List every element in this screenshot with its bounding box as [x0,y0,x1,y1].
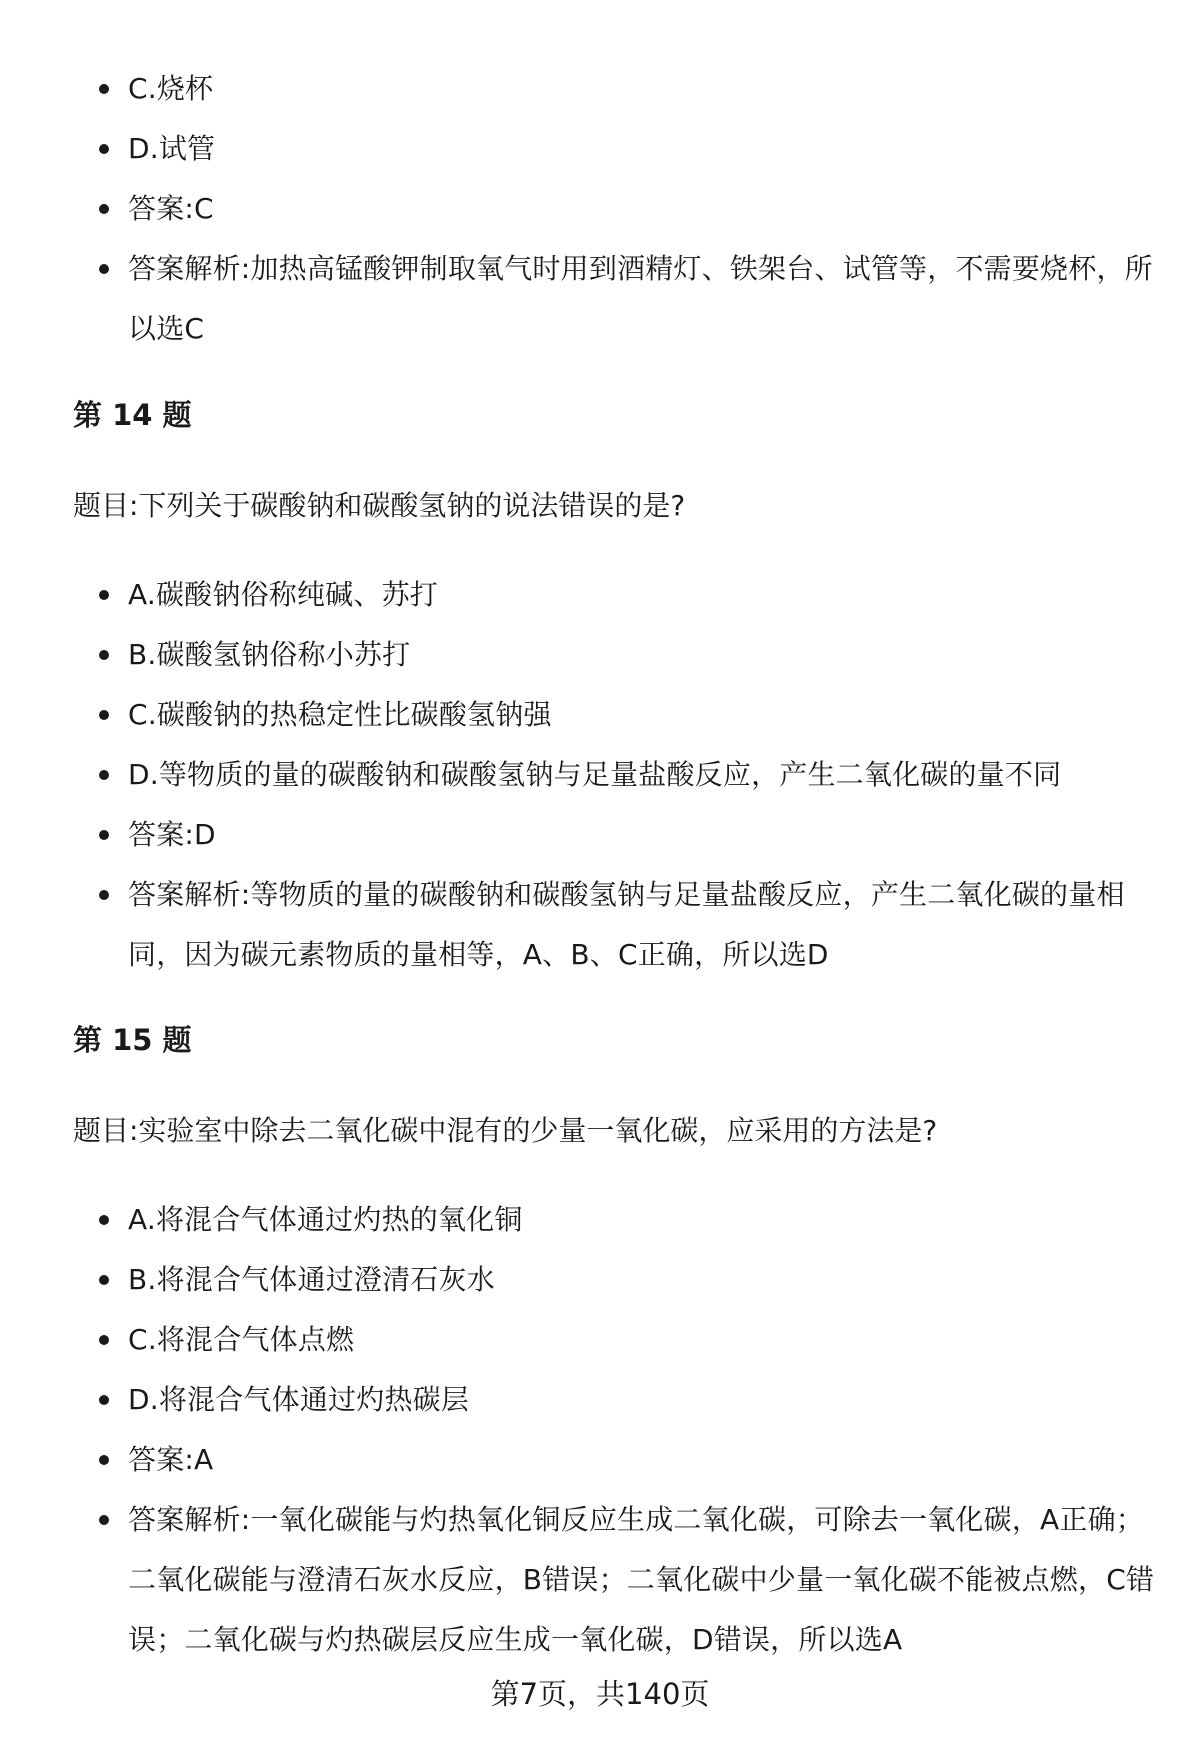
option-list [0,1190,1200,1670]
option-c: C.碳酸钠的热稳定性比碳酸氢钠强 [0,685,1200,745]
question-heading: 第 15 题 [73,1023,192,1057]
answer-explanation: 答案解析:等物质的量的碳酸钠和碳酸氢钠与足量盐酸反应，产生二氧化碳的量相同，因为碳元素物质的量相等，A、B、C正确，所以选D [0,865,1200,985]
previous-question-tail [0,59,1200,359]
option-d: D.将混合气体通过灼热碳层 [0,1370,1200,1430]
question-heading: 第 14 题 [73,398,192,432]
option-list [0,565,1200,985]
option-c: C.将混合气体点燃 [0,1310,1200,1370]
option-a: A.将混合气体通过灼热的氧化铜 [0,1190,1200,1250]
question-stem: 题目:下列关于碳酸钠和碳酸氢钠的说法错误的是? [73,489,686,522]
answer-line: 答案:D [0,805,1200,865]
page-number-footer: 第7页，共140页 [490,1677,710,1711]
answer-line: 答案:A [0,1430,1200,1490]
question-14-options [0,565,1200,985]
answer-explanation: 答案解析:加热高锰酸钾制取氧气时用到酒精灯、铁架台、试管等，不需要烧杯，所以选C [0,239,1200,359]
option-d: D.等物质的量的碳酸钠和碳酸氢钠与足量盐酸反应，产生二氧化碳的量不同 [0,745,1200,805]
option-b: B.将混合气体通过澄清石灰水 [0,1250,1200,1310]
option-list [0,59,1200,359]
option-c: C.烧杯 [0,59,1200,119]
option-a: A.碳酸钠俗称纯碱、苏打 [0,565,1200,625]
question-stem: 题目:实验室中除去二氧化碳中混有的少量一氧化碳，应采用的方法是? [73,1114,938,1147]
answer-line: 答案:C [0,179,1200,239]
option-b: B.碳酸氢钠俗称小苏打 [0,625,1200,685]
answer-explanation: 答案解析:一氧化碳能与灼热氧化铜反应生成二氧化碳，可除去一氧化碳，A正确；二氧化碳能与澄清石灰水反应，B错误；二氧化碳中少量一氧化碳不能被点燃，C错误；二氧化碳与灼热碳层反应生成一氧化碳，D错误，所以选A [0,1490,1200,1670]
option-d: D.试管 [0,119,1200,179]
question-15-options [0,1190,1200,1670]
